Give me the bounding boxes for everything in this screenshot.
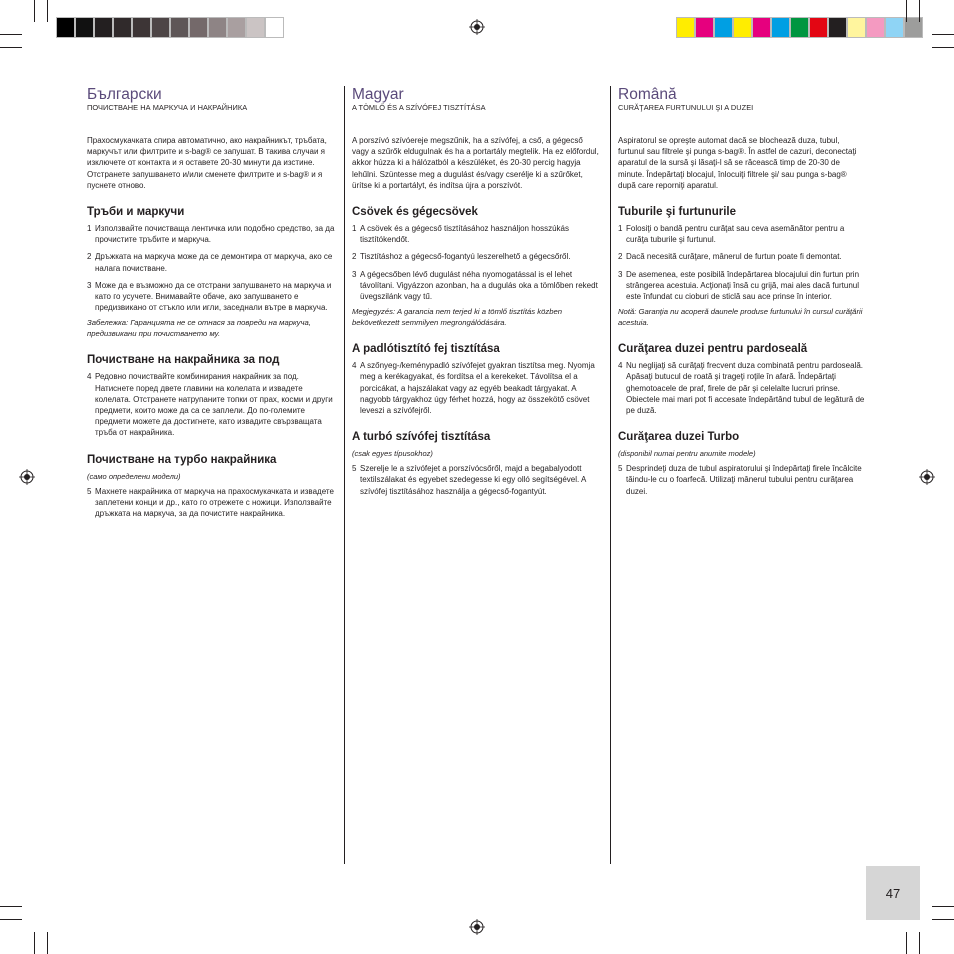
- instruction-item: [87, 223, 335, 245]
- color-swatch: [771, 17, 790, 38]
- color-swatch: [170, 17, 189, 38]
- section-heading: Csövek és gégecsövek: [352, 206, 478, 219]
- color-swatch: [132, 17, 151, 38]
- color-swatch: [113, 17, 132, 38]
- section-heading: Curăţarea duzei Turbo: [618, 431, 740, 444]
- crop-mark: [0, 919, 22, 920]
- step-text: Дръжката на маркуча може да се демонтира от маркуча, ако се налага почистване.: [95, 252, 333, 273]
- step-number: 5: [87, 486, 92, 496]
- color-swatch: [695, 17, 714, 38]
- step-number: 3: [618, 269, 623, 279]
- warranty-note: Notă: Garanţia nu acoperă daunele produse furtunului în cursul curăţării acestuia.: [618, 307, 863, 328]
- color-swatch: [809, 17, 828, 38]
- grey-color-bar: [56, 17, 284, 38]
- step-number: 3: [352, 269, 357, 279]
- instruction-item: [618, 223, 866, 245]
- section-heading: Тръби и маркучи: [87, 206, 185, 219]
- step-text: Dacă necesită curăţare, mânerul de furtun poate fi demontat.: [626, 252, 842, 262]
- step-number: 2: [87, 252, 92, 262]
- section-subtitle: ПОЧИСТВАНЕ НА МАРКУЧА И НАКРАЙНИКА: [87, 103, 248, 112]
- color-swatch: [151, 17, 170, 38]
- instruction-item: [87, 251, 335, 273]
- step-number: 3: [87, 280, 92, 290]
- crop-mark: [34, 932, 35, 954]
- registration-mark-icon: [469, 19, 485, 35]
- step-number: 1: [618, 224, 623, 234]
- column-bulgarian: [87, 86, 335, 525]
- crop-mark: [932, 919, 954, 920]
- section-heading: Почистване на накрайника за под: [87, 354, 280, 367]
- column-divider: [610, 86, 611, 864]
- intro-paragraph: Aspiratorul se opreşte automat dacă se blochează duza, tubul, furtunul sau filtrele şi punga s-bag®. În astfel de cazuri, deconectaţi aparatul de la sursă şi lăsaţi-l să se răcească timp de 20-30 de minute. Îndepărtaţi blocajul, înlocuiţi filtrele şi/ sau punga s-bag® după care reporniţi aparatul.: [618, 136, 857, 190]
- section-subtitle: A TÖMLŐ ÉS A SZÍVÓFEJ TISZTÍTÁSA: [352, 103, 486, 112]
- instruction-item: [352, 269, 600, 303]
- crop-mark: [906, 932, 907, 954]
- section-heading: A turbó szívófej tisztítása: [352, 431, 491, 444]
- instruction-item: [352, 251, 600, 262]
- color-swatch: [828, 17, 847, 38]
- color-swatch: [847, 17, 866, 38]
- section-subtitle: CURĂŢAREA FURTUNULUI ŞI A DUZEI: [618, 103, 754, 112]
- instruction-item: [87, 280, 335, 314]
- instruction-item: [352, 223, 600, 245]
- column-romanian: [618, 86, 866, 503]
- step-text: Desprindeţi duza de tubul aspiratorului şi îndepărtaţi firele încâlcite tăindu-le cu o foarfecă. Utilizaţi mânerul tubului pentru curăţarea duzei.: [626, 464, 862, 496]
- model-condition: (само определени модели): [87, 471, 181, 481]
- crop-mark: [47, 932, 48, 954]
- step-text: A szőnyeg-/keménypadló szívófejet gyakran tisztítsa meg. Nyomja meg a kerékagyakat, és fordítsa el a kerekeket. Távolítsa el a porcicákat, a hajszálakat vagy az egyéb beakadt tárgyakat. A nagyobb tárgyakhoz úgy férhet hozzá, hogy az összekötő csövet leveszi a szívófejről.: [360, 361, 595, 416]
- crop-mark: [0, 47, 22, 48]
- step-number: 5: [618, 464, 623, 474]
- instruction-item: [352, 360, 600, 416]
- warranty-note: Забележка: Гаранцията не се отнася за повреди на маркуча, предизвикани при почистването му.: [87, 318, 311, 339]
- color-swatch: [752, 17, 771, 38]
- column-hungarian: [352, 86, 600, 503]
- step-number: 1: [87, 224, 92, 234]
- crop-mark: [0, 34, 22, 35]
- language-title: Magyar: [352, 86, 404, 103]
- crop-mark: [906, 0, 907, 22]
- color-swatch: [189, 17, 208, 38]
- crop-mark: [47, 0, 48, 22]
- instruction-list: [87, 486, 335, 520]
- section-heading: Curăţarea duzei pentru pardoseală: [618, 343, 808, 356]
- color-swatch: [246, 17, 265, 38]
- color-swatch: [56, 17, 75, 38]
- language-title: Română: [618, 86, 677, 103]
- instruction-list: [352, 463, 600, 497]
- color-swatch: [208, 17, 227, 38]
- step-text: Szerelje le a szívófejet a porszívócsőről, majd a begabalyodott textilszálakat és egyebet szedegesse ki egy olló segítségével. A szívófej tisztításához használja a gégecső-fogantyút.: [360, 464, 586, 496]
- crop-mark: [34, 0, 35, 22]
- registration-mark-icon: [469, 919, 485, 935]
- step-number: 1: [352, 224, 357, 234]
- instruction-item: [352, 463, 600, 497]
- intro-paragraph: A porszívó szívóereje megszűnik, ha a szívófej, a cső, a gégecső vagy a szűrők eldugulnak és ha a portartály megtelik. Ha ez előfordul, akkor húzza ki a hálózatból a készüléket, és 20-30 percig hagyja lehűlni. Szüntesse meg a dugulást és/vagy cserélje ki a szűrőket, ürítse ki a portartályt, és indítsa újra a porszívót.: [352, 136, 599, 190]
- step-text: De asemenea, este posibilă îndepărtarea blocajului din furtun prin strângerea acestuia. Acţionaţi însă cu grijă, mai ales dacă furtunul este înfundat cu cioburi de sticlă sau ace prinse în interior.: [626, 269, 860, 302]
- color-swatch: [75, 17, 94, 38]
- color-swatch: [227, 17, 246, 38]
- model-condition: (csak egyes típusokhoz): [352, 449, 433, 459]
- step-text: Може да е възможно да се отстрани запушването на маркуча и като го усучете. Внимавайте обаче, ако запушването е предизвикано от стъкло или игли, заседнали вътре в маркуча.: [95, 280, 332, 313]
- step-text: Tisztításhoz a gégecső-fogantyú leszerelhető a gégecsőről.: [360, 252, 571, 262]
- column-divider: [344, 86, 345, 864]
- instruction-list: [618, 223, 866, 302]
- color-swatch: [885, 17, 904, 38]
- instruction-list: [618, 463, 866, 497]
- crop-mark: [932, 906, 954, 907]
- section-heading: A padlótisztító fej tisztítása: [352, 343, 500, 356]
- registration-mark-icon: [19, 469, 35, 485]
- color-swatch: [265, 17, 284, 38]
- model-condition: (disponibil numai pentru anumite modele): [618, 449, 756, 459]
- crop-mark: [919, 932, 920, 954]
- color-swatch: [790, 17, 809, 38]
- registration-mark-icon: [919, 469, 935, 485]
- instruction-item: [618, 251, 866, 262]
- color-swatch: [733, 17, 752, 38]
- step-text: Използвайте почистваща лентичка или подобно средство, за да прочистите тръбите и маркуча.: [95, 224, 335, 245]
- step-text: Редовно почиствайте комбинирания накрайник за под. Натиснете поред двете главини на колелата и извадете колелата. Отстранете натрупаните топки от прах, косми и други предмети, които може да са се заплели. До по-големите предмети можете да достигнете, като извадите свързващата тръба от накрайника.: [95, 372, 333, 438]
- step-text: Folosiţi o bandă pentru curăţat sau ceva asemănător pentru a curăţa tuburile şi furtunul.: [626, 224, 845, 245]
- color-swatch: [676, 17, 695, 38]
- step-text: Махнете накрайника от маркуча на прахосмукачката и извадете заплетени конци и др., като го отрежете с ножици. Използвайте дръжката на маркуча, за да почистите накрайника.: [95, 486, 334, 519]
- step-number: 2: [352, 252, 357, 262]
- step-number: 5: [352, 464, 357, 474]
- instruction-item: [618, 463, 866, 497]
- step-number: 4: [87, 372, 92, 382]
- crop-mark: [932, 47, 954, 48]
- step-text: Nu neglijaţi să curăţaţi frecvent duza combinată pentru pardoseală. Apăsaţi butucul de roată şi trageţi roţile în afară. Îndepărtaţi ghemotoacele de praf, firele de păr şi celelalte lucruri prinse. Obiectele mai mari pot fi accesate îndepărtând tubul de legătură de pe duză.: [626, 361, 865, 416]
- step-number: 4: [618, 361, 623, 371]
- step-number: 2: [618, 252, 623, 262]
- instruction-list: [352, 223, 600, 302]
- instruction-list: [618, 360, 866, 416]
- instruction-item: [618, 269, 866, 303]
- section-heading: Почистване на турбо накрайника: [87, 453, 277, 466]
- color-swatch: [714, 17, 733, 38]
- crop-mark: [932, 34, 954, 35]
- instruction-item: [87, 371, 335, 438]
- instruction-item: [618, 360, 866, 416]
- instruction-list: [87, 223, 335, 313]
- step-text: A gégecsőben lévő dugulást néha nyomogatással is el lehet távolítani. Vigyázzon azonban, ha a dugulás oka a tömlőben rekedt üvegszilánk vagy tű.: [360, 269, 598, 302]
- instruction-item: [87, 486, 335, 520]
- page-number: 47: [885, 885, 901, 901]
- page-number-box: [866, 866, 920, 920]
- step-text: A csövek és a gégecső tisztításához használjon hosszúkás tisztítókendőt.: [360, 224, 570, 245]
- color-calibration-bar: [676, 17, 923, 38]
- instruction-list: [87, 371, 335, 438]
- crop-mark: [919, 0, 920, 22]
- warranty-note: Megjegyzés: A garancia nem terjed ki a tömlő tisztítás közben bekövetkezett semmilyen megrongálódására.: [352, 307, 563, 328]
- language-title: Български: [87, 86, 162, 103]
- instruction-list: [352, 360, 600, 416]
- crop-mark: [0, 906, 22, 907]
- section-heading: Tuburile şi furtunurile: [618, 206, 736, 219]
- color-swatch: [866, 17, 885, 38]
- step-number: 4: [352, 361, 357, 371]
- color-swatch: [94, 17, 113, 38]
- intro-paragraph: Прахосмукачката спира автоматично, ако накрайникът, тръбата, маркучът или филтрите и s-bag® се запушат. В такива случаи я изключете от контакта и я оставете 20-30 минути да изстине. Отстранете запушването и/или сменете филтрите и s-bag® и я пуснете отново.: [87, 136, 327, 190]
